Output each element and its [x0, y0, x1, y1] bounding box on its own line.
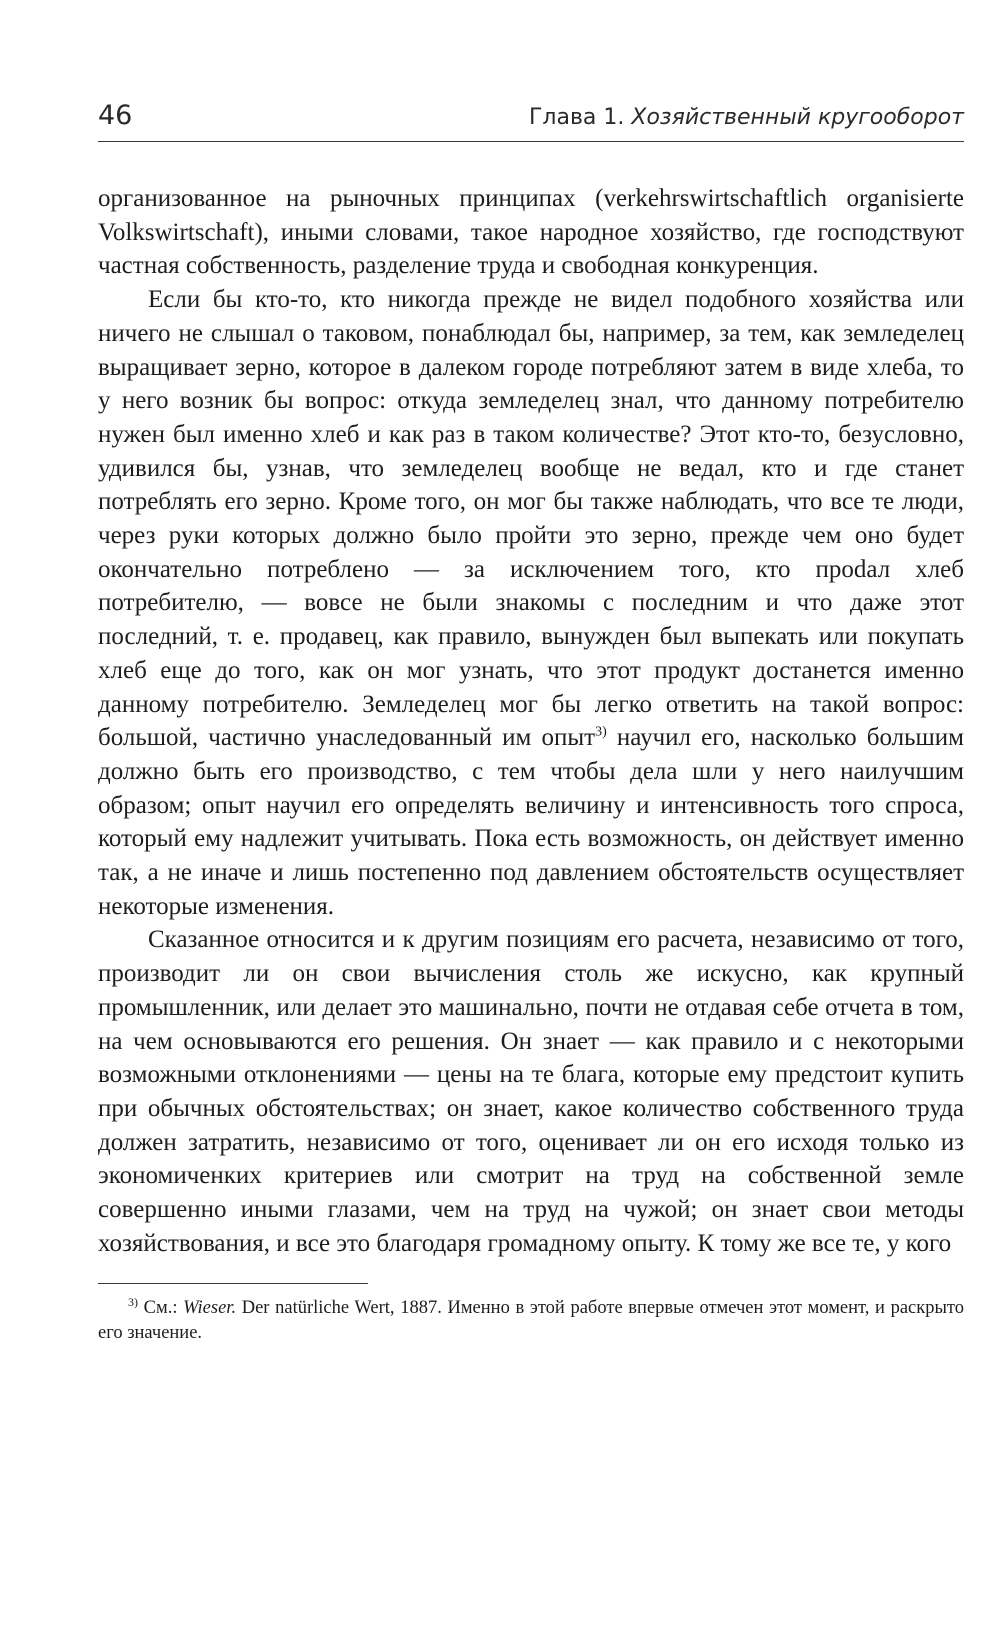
paragraph-1: организованное на рыночных принципах (verkehrswirtschaftlich organisierte Volkswirtschaft), иными словами, такое народное хозяйство, где господствуют частная собственность, разделение труда и свободная конкуренция. [98, 185, 964, 280]
paragraph-2-part-1: Если бы кто-то, кто никогда прежде не видел подобного хозяйства или ничего не слышал о таковом, понаблюдал бы, например, за тем, как земледелец выращивает зерно, которое в далеком городе потребляют затем в виде хлеба, то у него возник бы вопрос: откуда земледелец знал, что данному потребителю нужен был именно хлеб и как раз в таком количестве? Этот кто-то, безусловно, удивился бы, узнав, что земледелец вообще не ведал, кто и где станет потреблять его зерно. Кроме того, он мог бы также наблюдать, что все те люди, через руки которых должно было пройти это зерно, прежде чем оно будет окончательно потреблено — за исключением того, кто проdал хлеб потребителю, — вовсе не были знакомы с последним и что даже этот последний, т. е. продавец, как правило, вынужден был выпекать или покупать хлеб еще до того, как он мог узнать, что этот продукт достанется именно данному потребителю. Земледелец мог бы легко ответить на такой вопрос: большой, частично унаследованный им опыт [98, 286, 964, 752]
paragraph-2-part-2: научил его, насколько большим должно быть его производство, с тем чтобы дела шли у него наилучшим образом; опыт научил его определять величину и интенсивность того спроса, который ему надлежит учитывать. Пока есть возможность, он действует именно так, а не иначе и лишь постепенно под давлением обстоятельств осуществляет некоторые изменения. [98, 724, 964, 920]
book-page [98, 100, 964, 1346]
footnote [98, 1296, 964, 1346]
chapter-name: Хозяйственный кругооборот [631, 105, 964, 130]
paragraph-3: Сказанное относится и к другим позициям его расчета, независимо от того, производит ли он свои вычисления столь же искусно, как крупный промышленник, или делает это машинально, почти не отдавая себе отчета в том, на чем основываются его решения. Он знает — как правило и с некоторыми возможными отклонениями — цены на те блага, которые ему предстоит купить при обычных обстоятельствах; он знает, какое количество собственного труда должен затратить, независимо от того, оценивает ли он его исходя только из экономиченких критериев или смотрит на труд на собственной земле совершенно иными глазами, чем на труд на чужой; он знает свои методы хозяйствования, и все это благодаря громадному опыту. К тому же все те, у кого [98, 926, 964, 1257]
chapter-title [529, 105, 964, 130]
footnote-mark: 3) [128, 1294, 138, 1309]
footnote-text: Der natürliche Wert, 1887. Именно в этой работе впервые отмечен этот момент, и раскрыто его значение. [98, 1297, 965, 1343]
body-text [98, 182, 964, 1261]
page-number: 46 [98, 100, 133, 131]
footnote-author: Wieser. [183, 1297, 237, 1318]
paragraph-2 [98, 283, 964, 923]
footnote-divider [98, 1283, 368, 1284]
running-head [98, 100, 964, 142]
footnote-reference: 3) [595, 724, 607, 740]
footnote-prefix: См.: [138, 1297, 184, 1318]
chapter-label: Глава 1. [528, 105, 625, 130]
